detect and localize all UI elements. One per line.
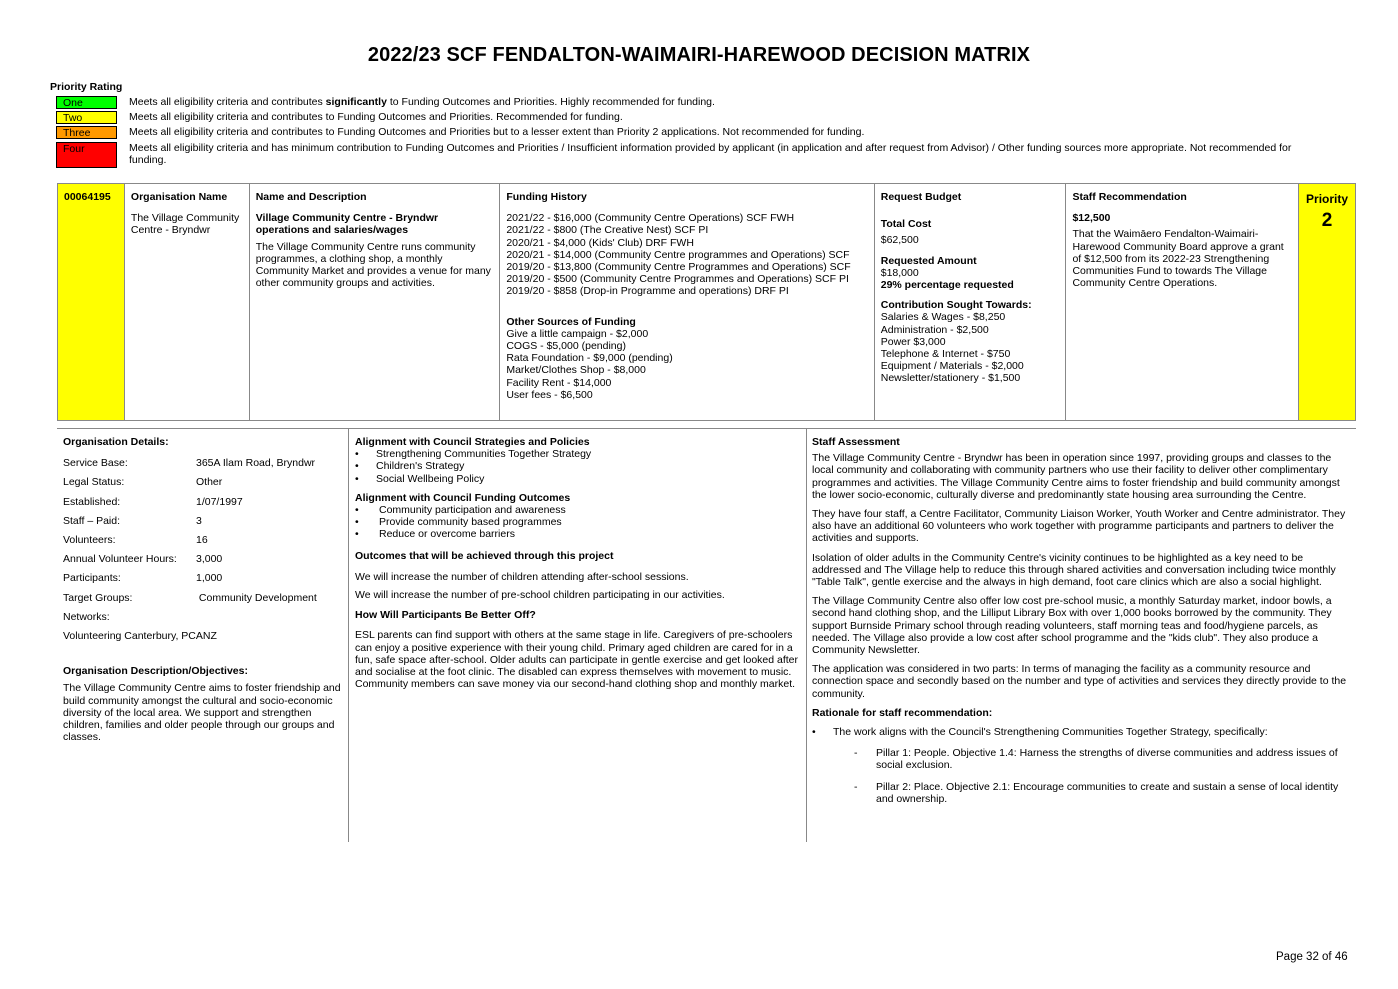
funding-history-item: 2020/21 - $14,000 (Community Centre programmes and Operations) SCF <box>506 248 850 261</box>
project-name: Village Community Centre - Bryndwr operations and salaries/wages <box>255 212 439 237</box>
priority-desc-one: Meets all eligibility criteria and contributes significantly to Funding Outcomes and Priorities. Highly recommended for funding. <box>129 96 715 108</box>
application-id-cell <box>58 184 125 420</box>
organisation-name: The Village Community Centre - Bryndwr <box>130 212 240 237</box>
priority-desc-two: Meets all eligibility criteria and contributes to Funding Outcomes and Priorities. Recommended for funding. <box>129 111 623 123</box>
funding-history-item: 2021/22 - $800 (The Creative Nest) SCF PI <box>506 224 709 237</box>
detail-row: Established: 1/07/1997 <box>63 495 243 508</box>
detail-row: Service Base: 365A Ilam Road, Bryndwr <box>63 457 316 470</box>
priority-swatch-four: Four <box>56 142 117 168</box>
other-source-item: User fees - $6,500 <box>506 388 593 401</box>
staff-recommendation-header: Staff Recommendation <box>1072 191 1187 203</box>
contribution-list <box>881 311 1060 384</box>
achieved-item: We will increase the number of pre-school children participating in our activities. <box>355 589 725 602</box>
rationale-list <box>812 726 1352 738</box>
priority-rating-legend <box>56 96 1316 168</box>
priority-desc-four: Meets all eligibility criteria and has minimum contribution to Funding Outcomes and Priorities / Insufficient information provided by applicant (in application and after request from Advisor) / Other funding sources more appropriate. Not recommended for funding. <box>129 142 1292 167</box>
list-item: • Children's Strategy <box>355 460 800 472</box>
detail-row: Networks: <box>63 610 110 623</box>
priority-swatch-two: Two <box>56 111 117 124</box>
networks-value: Volunteering Canterbury, PCANZ <box>63 629 217 642</box>
contribution-header: Contribution Sought Towards: <box>880 299 1032 312</box>
detail-row: Participants: 1,000 <box>63 572 223 585</box>
other-source-item: COGS - $5,000 (pending) <box>506 340 626 353</box>
other-source-item: Market/Clothes Shop - $8,000 <box>506 364 646 377</box>
contribution-item: Newsletter/stationery - $1,500 <box>880 372 1021 385</box>
funding-history-item: 2021/22 - $16,000 (Community Centre Operations) SCF FWH <box>506 212 795 225</box>
assessment-paragraph: The application was considered in two parts: In terms of managing the facility as a community resource and connection space and secondly based on the number and type of activities and services they directly provide to the community. <box>812 663 1347 700</box>
priority-value: 2 <box>1321 210 1333 231</box>
funding-history-item: 2019/20 - $858 (Drop-in Programme and operations) DRF PI <box>506 285 789 298</box>
priority-row-two <box>56 111 1316 126</box>
rationale-header: Rationale for staff recommendation: <box>812 706 993 719</box>
contribution-item: Equipment / Materials - $2,000 <box>880 360 1024 373</box>
funding-history-item: 2019/20 - $500 (Community Centre Programmes and Operations) SCF PI <box>506 273 849 286</box>
total-cost-label: Total Cost <box>880 218 932 231</box>
outcomes-list <box>355 504 800 541</box>
section-divider <box>57 428 1356 429</box>
contribution-item: Telephone & Internet - $750 <box>880 348 1011 361</box>
detail-row: Target Groups: Community Development <box>63 591 317 604</box>
organisation-name-header: Organisation Name <box>130 191 228 203</box>
staff-recommendation-text: That the Waimāero Fendalton-Waimairi-Harewood Community Board approve a grant of $12,500 from its 2022-23 Strengthening Communities Fund to towards The Village Community Centre Operations. <box>1072 228 1284 290</box>
funding-history-header: Funding History <box>506 191 587 203</box>
priority-swatch-three: Three <box>56 126 117 139</box>
detail-row: Annual Volunteer Hours: 3,000 <box>63 553 223 566</box>
better-off-text: ESL parents can find support with others at the same stage in life. Caregivers of pre-schoolers can enjoy a positive experience with their young child. Primary aged children are cared for in a fun, safe space after-school. Older adults can participate in gentle exercise and get looked after and socialise at the foot clinic. The disabled can express themselves with movement to music. Community members can save money via our second-hand clothing shop and monthly market. <box>355 629 799 691</box>
application-id: 00064195 <box>64 191 111 203</box>
organisation-name-cell <box>125 184 250 420</box>
list-item: - Pillar 1: People. Objective 1.4: Harness the strengths of diverse communities and address issues of social exclusion. <box>854 747 1352 771</box>
column-divider-1 <box>348 429 349 842</box>
project-description: The Village Community Centre runs community programmes, a clothing shop, a monthly Community Market and provides a venue for many other community groups and activities. <box>255 240 491 290</box>
list-item: • The work aligns with the Council's Strengthening Communities Together Strategy, specifically: <box>812 726 1352 738</box>
request-budget-cell <box>875 184 1067 420</box>
list-item: • Provide community based programmes <box>355 516 800 528</box>
better-off-header: How Will Participants Be Better Off? <box>355 609 536 622</box>
request-budget-header: Request Budget <box>880 191 962 203</box>
funding-history-item: 2019/20 - $13,800 (Community Centre Programmes and Operations) SCF <box>506 261 851 274</box>
funding-history-item: 2020/21 - $4,000 (Kids' Club) DRF FWH <box>506 236 694 249</box>
priority-header: Priority <box>1306 192 1349 206</box>
achieved-item: We will increase the number of children attending after-school sessions. <box>355 570 689 583</box>
list-item: - Pillar 2: Place. Objective 2.1: Encourage communities to create and sustain a sense of local identity and ownership. <box>854 781 1352 805</box>
priority-rating-heading: Priority Rating <box>50 81 123 93</box>
organisation-description: The Village Community Centre aims to foster friendship and build community amongst the cultural and socio-economic diversity of the local area. We support and strengthen children, families and older people through our groups and classes. <box>63 682 341 744</box>
other-sources-header: Other Sources of Funding <box>506 315 636 328</box>
name-description-cell <box>250 184 501 420</box>
assessment-paragraph: Isolation of older adults in the Community Centre's vicinity continues to be highlighted as a key need to be addressed and The Village help to reduce this through shared activities and conversation including twice monthly "Table Talk", gentle exercise and the always in high demand, foot care clinics which are also a social highlight. <box>812 551 1336 589</box>
other-sources-list <box>506 328 867 401</box>
priority-row-three <box>56 126 1316 142</box>
page-number: Page 32 of 46 <box>1276 951 1348 963</box>
funding-history-cell <box>500 184 874 420</box>
organisation-details-header: Organisation Details: <box>63 436 169 448</box>
assessment-paragraph: They have four staff, a Centre Facilitator, Community Liaison Worker, Youth Worker and Centre administrator. They also have an additional 60 volunteers who work together with programme participants and partners to deliver the activities and supports. <box>812 508 1346 545</box>
list-item: • Reduce or overcome barriers <box>355 528 800 540</box>
total-cost-value: $62,500 <box>880 234 919 247</box>
contribution-item: Salaries & Wages - $8,250 <box>880 311 1006 324</box>
organisation-description-header: Organisation Description/Objectives: <box>63 665 248 678</box>
requested-amount-value: $18,000 <box>880 266 919 279</box>
name-description-header: Name and Description <box>255 191 367 203</box>
priority-desc-three: Meets all eligibility criteria and contributes to Funding Outcomes and Priorities but to a lesser extent than Priority 2 applications. Not recommended for funding. <box>129 126 865 138</box>
detail-row: Volunteers: 16 <box>63 533 208 546</box>
staff-recommendation-amount: $12,500 <box>1072 212 1111 225</box>
funding-history-list <box>506 212 867 297</box>
contribution-item: Administration - $2,500 <box>880 323 989 336</box>
contribution-item: Power $3,000 <box>880 335 946 348</box>
achieved-header: Outcomes that will be achieved through this project <box>355 549 614 562</box>
detail-row: Legal Status: Other <box>63 476 223 489</box>
alignment-section <box>355 436 800 690</box>
requested-amount-label: Requested Amount <box>880 254 977 267</box>
percentage-requested: 29% percentage requested <box>880 279 1014 292</box>
staff-assessment-header: Staff Assessment <box>812 436 900 448</box>
other-source-item: Rata Foundation - $9,000 (pending) <box>506 352 673 365</box>
assessment-paragraph: The Village Community Centre - Bryndwr has been in operation since 1997, providing groups and classes to the local community and collaborating with community partners who use their facility to deliver other complimentary programmes and activities. The Village Community Centre aims to foster friendship and build community amongst the lower socio-economic, culturally diverse and predominantly state housing area surrounding the Centre. <box>812 452 1340 501</box>
list-item: • Social Wellbeing Policy <box>355 473 800 485</box>
page-title: 2022/23 SCF FENDALTON-WAIMAIRI-HAREWOOD DECISION MATRIX <box>367 44 1031 66</box>
priority-swatch-one: One <box>56 96 117 109</box>
pillars-list <box>854 747 1352 805</box>
detail-row: Staff – Paid: 3 <box>63 514 202 527</box>
priority-cell <box>1299 184 1355 420</box>
staff-recommendation-cell <box>1066 184 1299 420</box>
other-source-item: Facility Rent - $14,000 <box>506 376 612 389</box>
assessment-paragraph: The Village Community Centre also offer low cost pre-school music, a monthly Saturday market, indoor bowls, a second hand clothing shop, and the Lilliput Library Box with over 1,000 books borrowed by the community. They support Burnside Primary school through reading volunteers, staff morning teas and food/hygiene parcels, as needed. The Village also provide a low cost after school programme and the "kids club". They also produce a Community Newsletter. <box>812 595 1332 657</box>
outcomes-header: Alignment with Council Funding Outcomes <box>355 491 571 504</box>
staff-assessment-section <box>812 436 1352 805</box>
priority-row-one <box>56 96 1316 111</box>
column-divider-2 <box>806 429 807 842</box>
application-table <box>57 183 1356 421</box>
other-source-item: Give a little campaign - $2,000 <box>506 327 649 340</box>
strategies-list <box>355 448 800 485</box>
priority-row-four <box>56 142 1316 168</box>
strategies-header: Alignment with Council Strategies and Policies <box>355 436 590 448</box>
list-item: • Strengthening Communities Together Strategy <box>355 448 800 460</box>
list-item: • Community participation and awareness <box>355 504 800 516</box>
organisation-details-section <box>63 436 343 743</box>
